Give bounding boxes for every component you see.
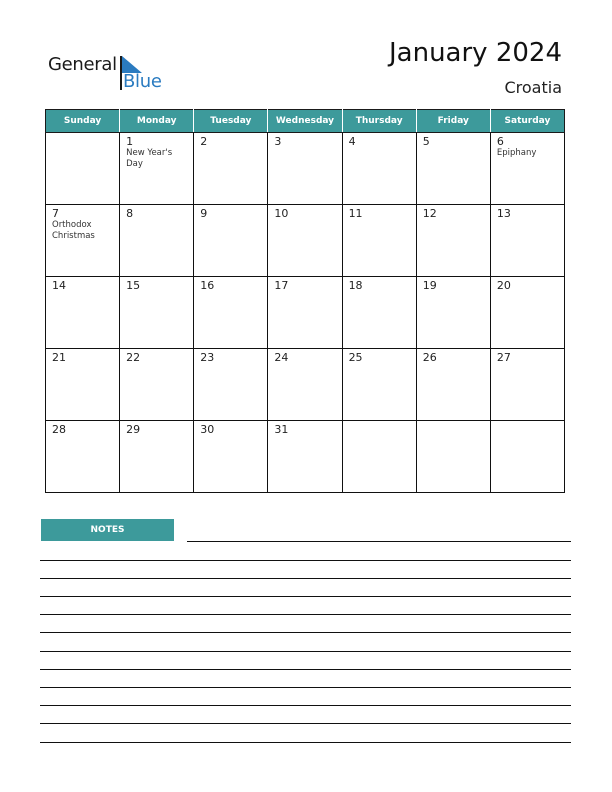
day-number: 9 — [200, 207, 208, 220]
calendar-title: January 2024 — [389, 38, 562, 68]
notes-line[interactable] — [40, 578, 571, 579]
notes-line[interactable] — [40, 560, 571, 561]
day-cell[interactable] — [194, 349, 268, 421]
notes-line[interactable] — [40, 687, 571, 688]
day-cell[interactable] — [120, 349, 194, 421]
day-cell[interactable] — [46, 205, 120, 277]
day-cell[interactable] — [46, 133, 120, 205]
day-cell[interactable] — [268, 205, 342, 277]
day-number: 31 — [274, 423, 289, 436]
day-cell[interactable] — [416, 421, 490, 493]
day-number: 4 — [348, 135, 356, 148]
weekday-sunday: Sunday — [46, 110, 120, 133]
day-number: 1 — [126, 135, 134, 148]
holiday-label: New Year's Day — [126, 148, 173, 169]
weekday-saturday: Saturday — [490, 110, 564, 133]
day-number: 6 — [496, 135, 504, 148]
day-number: 29 — [126, 423, 141, 436]
logo-word-general: General — [48, 54, 117, 75]
day-number: 14 — [52, 279, 66, 292]
notes-line[interactable] — [40, 723, 571, 724]
holiday-label: Orthodox Christmas — [52, 220, 95, 241]
day-cell[interactable] — [342, 205, 416, 277]
week-row — [46, 349, 565, 421]
day-cell[interactable] — [194, 205, 268, 277]
day-number: 21 — [52, 351, 66, 364]
day-number: 19 — [422, 279, 437, 292]
day-number: 27 — [496, 351, 511, 364]
day-number: 17 — [274, 279, 289, 292]
weekday-monday: Monday — [120, 110, 194, 133]
general-blue-logo — [48, 52, 162, 92]
notes-line[interactable] — [187, 541, 571, 542]
day-number: 24 — [274, 351, 289, 364]
day-cell[interactable] — [342, 133, 416, 205]
notes-line[interactable] — [40, 596, 571, 597]
day-cell[interactable] — [46, 277, 120, 349]
day-cell[interactable] — [120, 421, 194, 493]
notes-label: NOTES — [41, 519, 174, 541]
weekday-header-row — [46, 110, 565, 133]
day-cell[interactable] — [416, 205, 490, 277]
day-number: 13 — [496, 207, 511, 220]
day-number: 20 — [496, 279, 511, 292]
week-row — [46, 421, 565, 493]
day-cell[interactable] — [490, 205, 564, 277]
day-number: 3 — [274, 135, 282, 148]
week-row — [46, 133, 565, 205]
day-number: 12 — [422, 207, 437, 220]
day-number: 23 — [200, 351, 215, 364]
week-row — [46, 277, 565, 349]
day-number: 5 — [422, 135, 430, 148]
holiday-label: Epiphany — [496, 148, 537, 158]
day-cell[interactable] — [416, 277, 490, 349]
day-cell[interactable] — [268, 421, 342, 493]
notes-line[interactable] — [40, 614, 571, 615]
day-cell[interactable] — [490, 349, 564, 421]
week-row — [46, 205, 565, 277]
day-cell[interactable] — [342, 277, 416, 349]
day-cell[interactable] — [416, 349, 490, 421]
day-number: 22 — [126, 351, 141, 364]
notes-line[interactable] — [40, 705, 571, 706]
weekday-wednesday: Wednesday — [268, 110, 342, 133]
day-number: 7 — [52, 207, 59, 220]
day-number: 2 — [200, 135, 208, 148]
country-name: Croatia — [504, 78, 562, 97]
day-cell[interactable] — [194, 277, 268, 349]
notes-line[interactable] — [40, 651, 571, 652]
day-number: 25 — [348, 351, 363, 364]
day-cell[interactable] — [268, 277, 342, 349]
day-cell[interactable] — [194, 421, 268, 493]
weekday-friday: Friday — [416, 110, 490, 133]
day-cell[interactable] — [490, 133, 564, 205]
day-number: 16 — [200, 279, 215, 292]
logo-word-blue: Blue — [123, 71, 162, 92]
day-number: 11 — [348, 207, 363, 220]
calendar-grid — [45, 109, 565, 493]
day-number: 30 — [200, 423, 215, 436]
day-cell[interactable] — [46, 421, 120, 493]
day-cell[interactable] — [268, 133, 342, 205]
weekday-tuesday: Tuesday — [194, 110, 268, 133]
day-cell[interactable] — [120, 277, 194, 349]
day-cell[interactable] — [342, 421, 416, 493]
day-cell[interactable] — [268, 349, 342, 421]
day-cell[interactable] — [490, 421, 564, 493]
day-number: 26 — [422, 351, 437, 364]
notes-line[interactable] — [40, 742, 571, 743]
day-cell[interactable] — [416, 133, 490, 205]
day-cell[interactable] — [194, 133, 268, 205]
day-number: 8 — [126, 207, 134, 220]
day-number: 28 — [52, 423, 66, 436]
day-number: 15 — [126, 279, 141, 292]
day-number: 10 — [274, 207, 289, 220]
day-cell[interactable] — [490, 277, 564, 349]
day-cell[interactable] — [120, 205, 194, 277]
day-cell[interactable] — [46, 349, 120, 421]
notes-line[interactable] — [40, 669, 571, 670]
weekday-thursday: Thursday — [342, 110, 416, 133]
day-number: 18 — [348, 279, 363, 292]
day-cell[interactable] — [342, 349, 416, 421]
day-cell[interactable] — [120, 133, 194, 205]
notes-line[interactable] — [40, 632, 571, 633]
